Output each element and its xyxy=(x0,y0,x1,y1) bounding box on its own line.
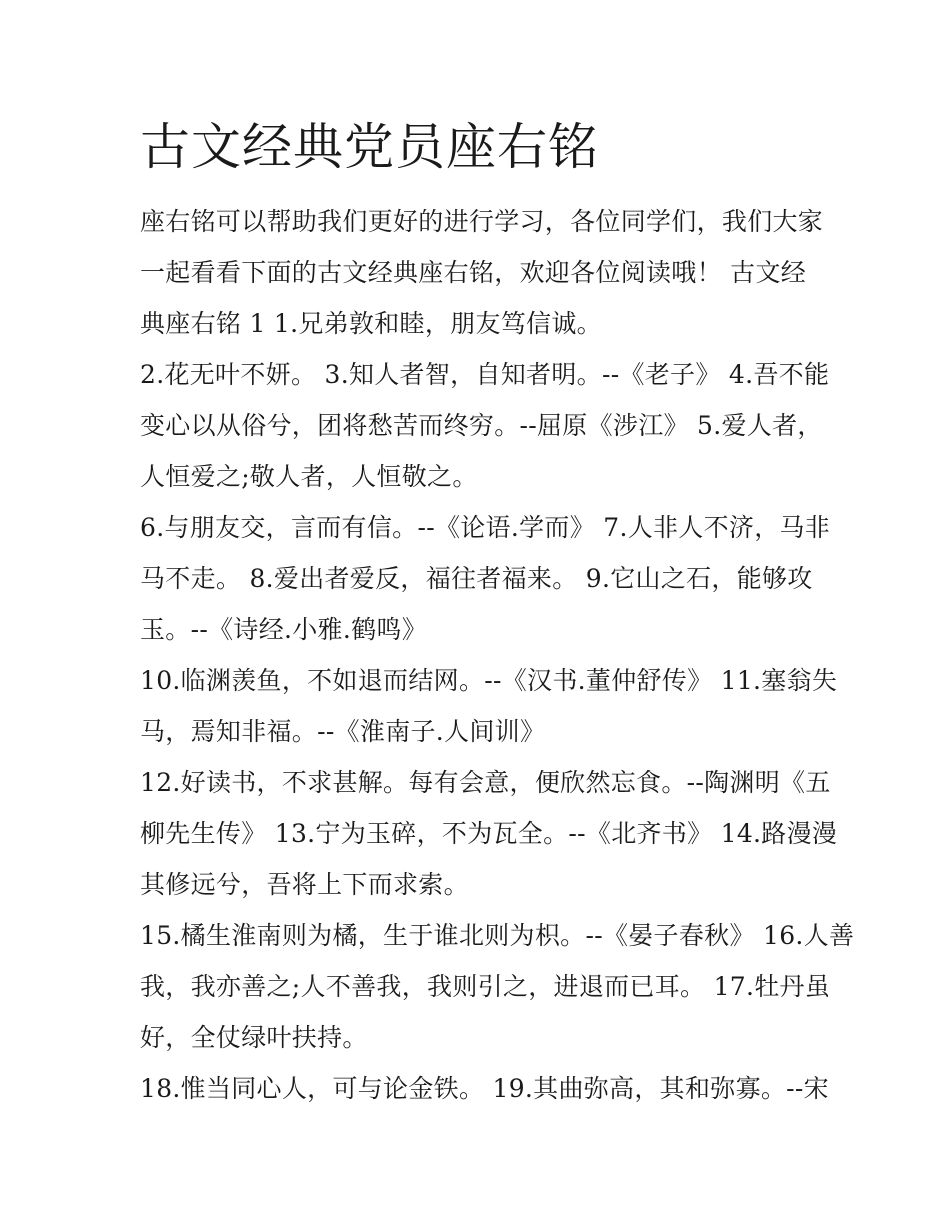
text-line: 变心以从俗兮，团将愁苦而终穷。--屈原《涉江》 5.爱人者， xyxy=(140,411,823,440)
text-line: 6.与朋友交，言而有信。--《论语.学而》 7.人非人不济，马非 xyxy=(140,513,831,542)
text-line: 柳先生传》 13.宁为玉碎，不为瓦全。--《北齐书》 14.路漫漫 xyxy=(140,819,838,848)
text-line: 我，我亦善之;人不善我，我则引之，进退而已耳。 17.牡丹虽 xyxy=(140,972,831,1001)
text-line: 18.惟当同心人，可与论金铁。 19.其曲弥高，其和弥寡。--宋 xyxy=(140,1074,829,1103)
text-line: 马不走。 8.爱出者爱反，福往者福来。 9.它山之石，能够攻 xyxy=(140,564,813,593)
text-line: 2.花无叶不妍。 3.知人者智，自知者明。--《老子》 4.吾不能 xyxy=(140,360,830,389)
text-line: 典座右铭 1 1.兄弟敦和睦，朋友笃信诚。 xyxy=(140,309,602,338)
text-line: 玉。--《诗经.小雅.鹤鸣》 xyxy=(140,615,427,644)
text-line: 其修远兮，吾将上下而求索。 xyxy=(140,870,469,899)
text-line: 一起看看下面的古文经典座右铭，欢迎各位阅读哦！ 古文经 xyxy=(140,258,807,287)
text-line: 10.临渊羡鱼，不如退而结网。--《汉书.董仲舒传》 11.塞翁失 xyxy=(140,666,838,695)
text-line: 人恒爱之;敬人者，人恒敬之。 xyxy=(140,462,478,491)
document-body xyxy=(140,196,855,1114)
text-line: 12.好读书，不求甚解。每有会意，便欣然忘食。--陶渊明《五 xyxy=(140,768,831,797)
text-line: 座右铭可以帮助我们更好的进行学习，各位同学们，我们大家 xyxy=(140,207,824,236)
text-line: 15.橘生淮南则为橘，生于谁北则为枳。--《晏子春秋》 16.人善 xyxy=(140,921,855,950)
text-line: 好，全仗绿叶扶持。 xyxy=(140,1023,368,1052)
text-line: 马，焉知非福。--《淮南子.人间训》 xyxy=(140,717,546,746)
document-title: 古文经典党员座右铭 xyxy=(140,118,599,176)
